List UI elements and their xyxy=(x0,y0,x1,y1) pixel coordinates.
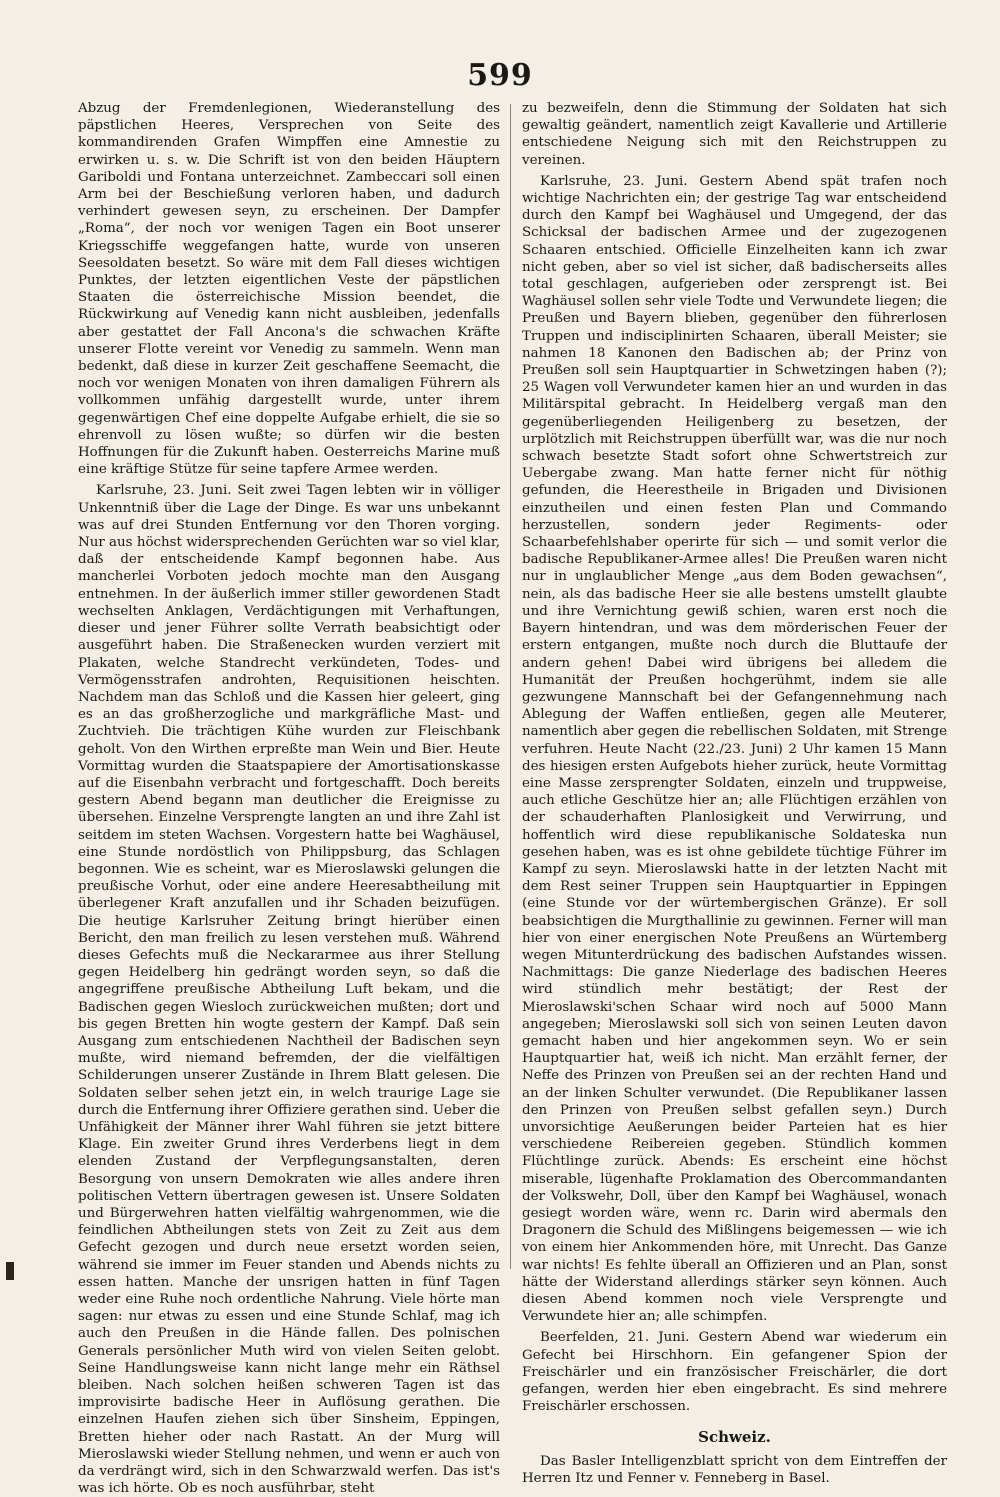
right-column xyxy=(522,100,947,1487)
left-column xyxy=(78,100,500,1497)
article-paragraph: Karlsruhe, 23. Juni. Gestern Abend spät trafen noch wichtige Nachrichten ein; der gestrige Tag war entscheidend durch den Kampf bei Waghäusel und Umgegend, der das Schicksal der badischen Armee und der zugezogenen Schaaren entschied. Officielle Einzelheiten kann ich zwar nicht geben, aber so viel ist sicher, daß badischerseits alles total geschlagen, aufgerieben oder zersprengt ist. Bei Waghäusel sollen sehr viele Todte und Verwundete liegen; die Preußen und Bayern blieben, gegenüber den führerlosen Truppen und indisciplinirten Schaaren, überall Meister; sie nahmen 18 Kanonen den Badischen ab; der Prinz von Preußen soll sein Hauptquartier in Schwetzingen haben (?); 25 Wagen voll Verwundeter kamen hier an und wurden in das Militärspital gebracht. In Heidelberg vergaß man den gegenüberliegenden Heiligenberg zu besetzen, der urplötzlich mit Reichstruppen überfüllt war, was die nur noch schwach besetzte Stadt sofort ohne Schwertstreich zur Uebergabe zwang. Man hatte ferner nicht für nöthig gefunden, die Heerestheile in Brigaden und Divisionen einzutheilen und einen festen Plan und Commando herzustellen, sondern jeder Regiments- oder Schaarbefehlshaber operirte für sich — und somit verlor die badische Republikaner-Armee alles! Die Preußen waren nicht nur in unglaublicher Menge „aus dem Boden gewachsen“, nein, als das badische Heer sie alle bestens umstellt glaubte und ihre Vernichtung gewiß schien, waren erst noch die Bayern hintendran, und was dem mörderischen Feuer der erstern entgangen, mußte noch durch die Bluttaufe der andern gehen! Dabei wird übrigens bei alledem die Humanität der Preußen hochgerühmt, indem sie alle gezwungene Mannschaft bei der Gefangennehmung nach Ablegung der Waffen entließen, gegen alle Meuterer, namentlich aber gegen die rebellischen Soldaten, mit Strenge verfuhren. Heute Nacht (22./23. Juni) 2 Uhr kamen 15 Mann des hiesigen ersten Aufgebots hieher zurück, heute Vormittag eine Masse zersprengter Soldaten, einzeln und truppweise, auch etliche Geschütze hier an; alle Flüchtigen erzählen von der schauderhaften Planlosigkeit und Verwirrung, und hoffentlich wird diese republikanische Soldateska nun gesehen haben, was es ist ohne gebildete tüchtige Führer im Kampf zu seyn. Mieroslawski hatte in der letzten Nacht mit dem Rest seiner Truppen sein Hauptquartier in Eppingen (eine Stunde vor der würtembergischen Gränze). Er soll beabsichtigen die Murgthallinie zu gewinnen. Ferner will man hier von einer energischen Note Preußens an Würtemberg wegen Mitunterdrückung des badischen Aufstandes wissen. Nachmittags: Die ganze Niederlage des badischen Heeres wird stündlich mehr bestätigt; der Rest der Mieroslawski'schen Schaar wird noch auf 5000 Mann angegeben; Mieroslawski soll sich von seinen Leuten davon gemacht haben und hier angekommen seyn. Wo er sein Hauptquartier hat, weiß ich nicht. Man erzählt ferner, der Neffe des Prinzen von Preußen sei an der rechten Hand und an der linken Schulter verwundet. (Die Republikaner lassen den Prinzen von Preußen selbst gefallen seyn.) Durch unvorsichtige Aeußerungen beider Parteien hat es hier verschiedene Reibereien gegeben. Stündlich kommen Flüchtlinge zurück. Abends: Es erscheint eine höchst miserable, lügenhafte Proklamation des Obercommandanten der Volkswehr, Doll, über den Kampf bei Waghäusel, wonach gesiegt worden wäre, wenn rc. Darin wird abermals den Dragonern die Schuld des Mißlingens beigemessen — wie ich von einem hier Ankommenden höre, mit Unrecht. Das Ganze war nichts! Es fehlte überall an Offizieren und an Plan, sonst hätte der Widerstand allerdings stärker seyn können. Auch diesen Abend kommen noch viele Versprengte und Verwundete hier an; alle schimpfen. xyxy=(522,173,947,1325)
article-paragraph: Abzug der Fremdenlegionen, Wiederanstellung des päpstlichen Heeres, Versprechen von Seite des kommandirenden Grafen Wimpffen eine Amnestie zu erwirken u. s. w. Die Schrift ist von den beiden Häuptern Gariboldi und Fontana unterzeichnet. Zambeccari soll einen Arm bei der Beschießung verloren haben, und dadurch verhindert gewesen seyn, zu erscheinen. Der Dampfer „Roma“, der noch vor wenigen Tagen ein Boot unserer Kriegsschiffe weggefangen hatte, wurde von unseren Seesoldaten besetzt. So wäre mit dem Fall dieses wichtigen Punktes, der letzten eigentlichen Veste der päpstlichen Staaten die österreichische Mission beendet, die Rückwirkung auf Venedig kann nicht ausbleiben, jedenfalls aber gestattet der Fall Ancona's die schwachen Kräfte unserer Flotte vereint vor Venedig zu sammeln. Wenn man bedenkt, daß diese in kurzer Zeit geschaffene Seemacht, die noch vor wenigen Monaten von ihren damaligen Führern als vollkommen unfähig dargestellt wurde, unter ihrem gegenwärtigen Chef eine doppelte Aufgabe erhielt, die sie so ehrenvoll zu lösen wußte; so dürfen wir die besten Hoffnungen für die Zukunft haben. Oesterreichs Marine muß eine kräftige Stütze für seine tapfere Armee werden. xyxy=(78,101,500,478)
article-paragraph: Beerfelden, 21. Juni. Gestern Abend war wiederum ein Gefecht bei Hirschhorn. Ein gefangener Spion der Freischärler und ein französischer Freischärler, die dort gefangen, werden hier eben eingebracht. Es sind mehrere Freischärler erschossen. xyxy=(522,1330,947,1415)
binding-edge-mark xyxy=(6,1262,14,1280)
section-heading: Schweiz. xyxy=(698,1428,771,1447)
page-number: 599 xyxy=(467,58,533,93)
article-paragraph: Karlsruhe, 23. Juni. Seit zwei Tagen lebten wir in völliger Unkenntniß über die Lage der Dinge. Es war uns unbekannt was auf drei Stunden Entfernung vor den Thoren vorging. Nur aus höchst widersprechenden Gerüchten war so viel klar, daß der entscheidende Kampf begonnen habe. Aus mancherlei Vorboten jedoch mochte man den Ausgang entnehmen. In der äußerlich immer stiller gewordenen Stadt wechselten Anklagen, Verdächtigungen mit Verhaftungen, dieser und jener Führer sollte Verrath beabsichtigt oder ausgeführt haben. Die Straßenecken wurden verziert mit Plakaten, welche Standrecht verkündeten, Todes- und Vermögensstrafen androhten, Requisitionen heischten. Nachdem man das Schloß und die Kassen hier geleert, ging es an das großherzogliche und markgräfliche Mast- und Zuchtvieh. Die trächtigen Kühe wurden zur Fleischbank geholt. Von den Wirthen erpreßte man Wein und Bier. Heute Vormittag wurden die Staatspapiere der Amortisationskasse auf die Eisenbahn verbracht und fortgeschafft. Doch bereits gestern Abend begann man deutlicher die Ereignisse zu übersehen. Einzelne Versprengte langten an und ihre Zahl ist seitdem im steten Wachsen. Vorgestern hatte bei Waghäusel, eine Stunde nordöstlich von Philippsburg, das Schlagen begonnen. Wie es scheint, war es Mieroslawski gelungen die preußische Vorhut, oder eine andere Heeresabtheilung mit überlegener Kraft anzufallen und ihr Schaden beizufügen. Die heutige Karlsruher Zeitung bringt hierüber einen Bericht, den man freilich zu lesen verstehen muß. Während dieses Gefechts muß die Neckararmee aus ihrer Stellung gegen Heidelberg hin gedrängt worden seyn, so daß die angegriffene preußische Abtheilung Luft bekam, und die Badischen gegen Wiesloch zurückweichen mußten; dort und bis gegen Bretten hin wogte gestern der Kampf. Daß sein Ausgang zum entschiedenen Nachtheil der Badischen seyn mußte, wird niemand befremden, der die vielfältigen Schilderungen unserer Zustände in Ihrem Blatt gelesen. Die Soldaten selber sehen jetzt ein, in welch traurige Lage sie durch die Entfernung ihrer Offiziere gerathen sind. Ueber die Unfähigkeit der Männer ihrer Wahl führen sie jetzt bittere Klage. Ein zweiter Grund ihres Verderbens liegt in dem elenden Zustand der Verpflegungsanstalten, deren Besorgung von unsern Demokraten wie alles andere ihren politischen Vettern übertragen gewesen ist. Unsere Soldaten und Bürgerwehren hatten vielfältig wahrgenommen, wie die feindlichen Abtheilungen stets von Zeit zu Zeit aus dem Gefecht gezogen und durch neue ersetzt worden seien, während sie immer im Feuer standen und Abends nichts zu essen hatten. Manche der unsrigen hatten in fünf Tagen weder eine Ruhe noch ordentliche Nahrung. Viele hörte man sagen: nur etwas zu essen und eine Stunde Schlaf, mag ich auch den Preußen in die Hände fallen. Des polnischen Generals persönlicher Muth wird von vielen Seiten gelobt. Seine Handlungsweise kann nicht lange mehr ein Räthsel bleiben. Nach solchen heißen schweren Tagen ist das improvisirte badische Heer in Auflösung gerathen. Die einzelnen Haufen ziehen sich über Sinsheim, Eppingen, Bretten hieher oder nach Rastatt. An der Murg will Mieroslawski wieder Stellung nehmen, und wenn er auch von da verdrängt wird, sich in den Schwarzwald werfen. Das ist's was ich hörte. Ob es noch ausführbar, steht xyxy=(78,483,500,1497)
article-paragraph: zu bezweifeln, denn die Stimmung der Soldaten hat sich gewaltig geändert, namentlich zeigt Kavallerie und Artillerie entschiedene Neigung sich mit den Reichstruppen zu vereinen. xyxy=(522,101,947,168)
column-divider xyxy=(510,104,511,1269)
article-paragraph: Das Basler Intelligenzblatt spricht von dem Eintreffen der Herren Itz und Fenner v. Fenneberg in Basel. xyxy=(522,1453,947,1486)
